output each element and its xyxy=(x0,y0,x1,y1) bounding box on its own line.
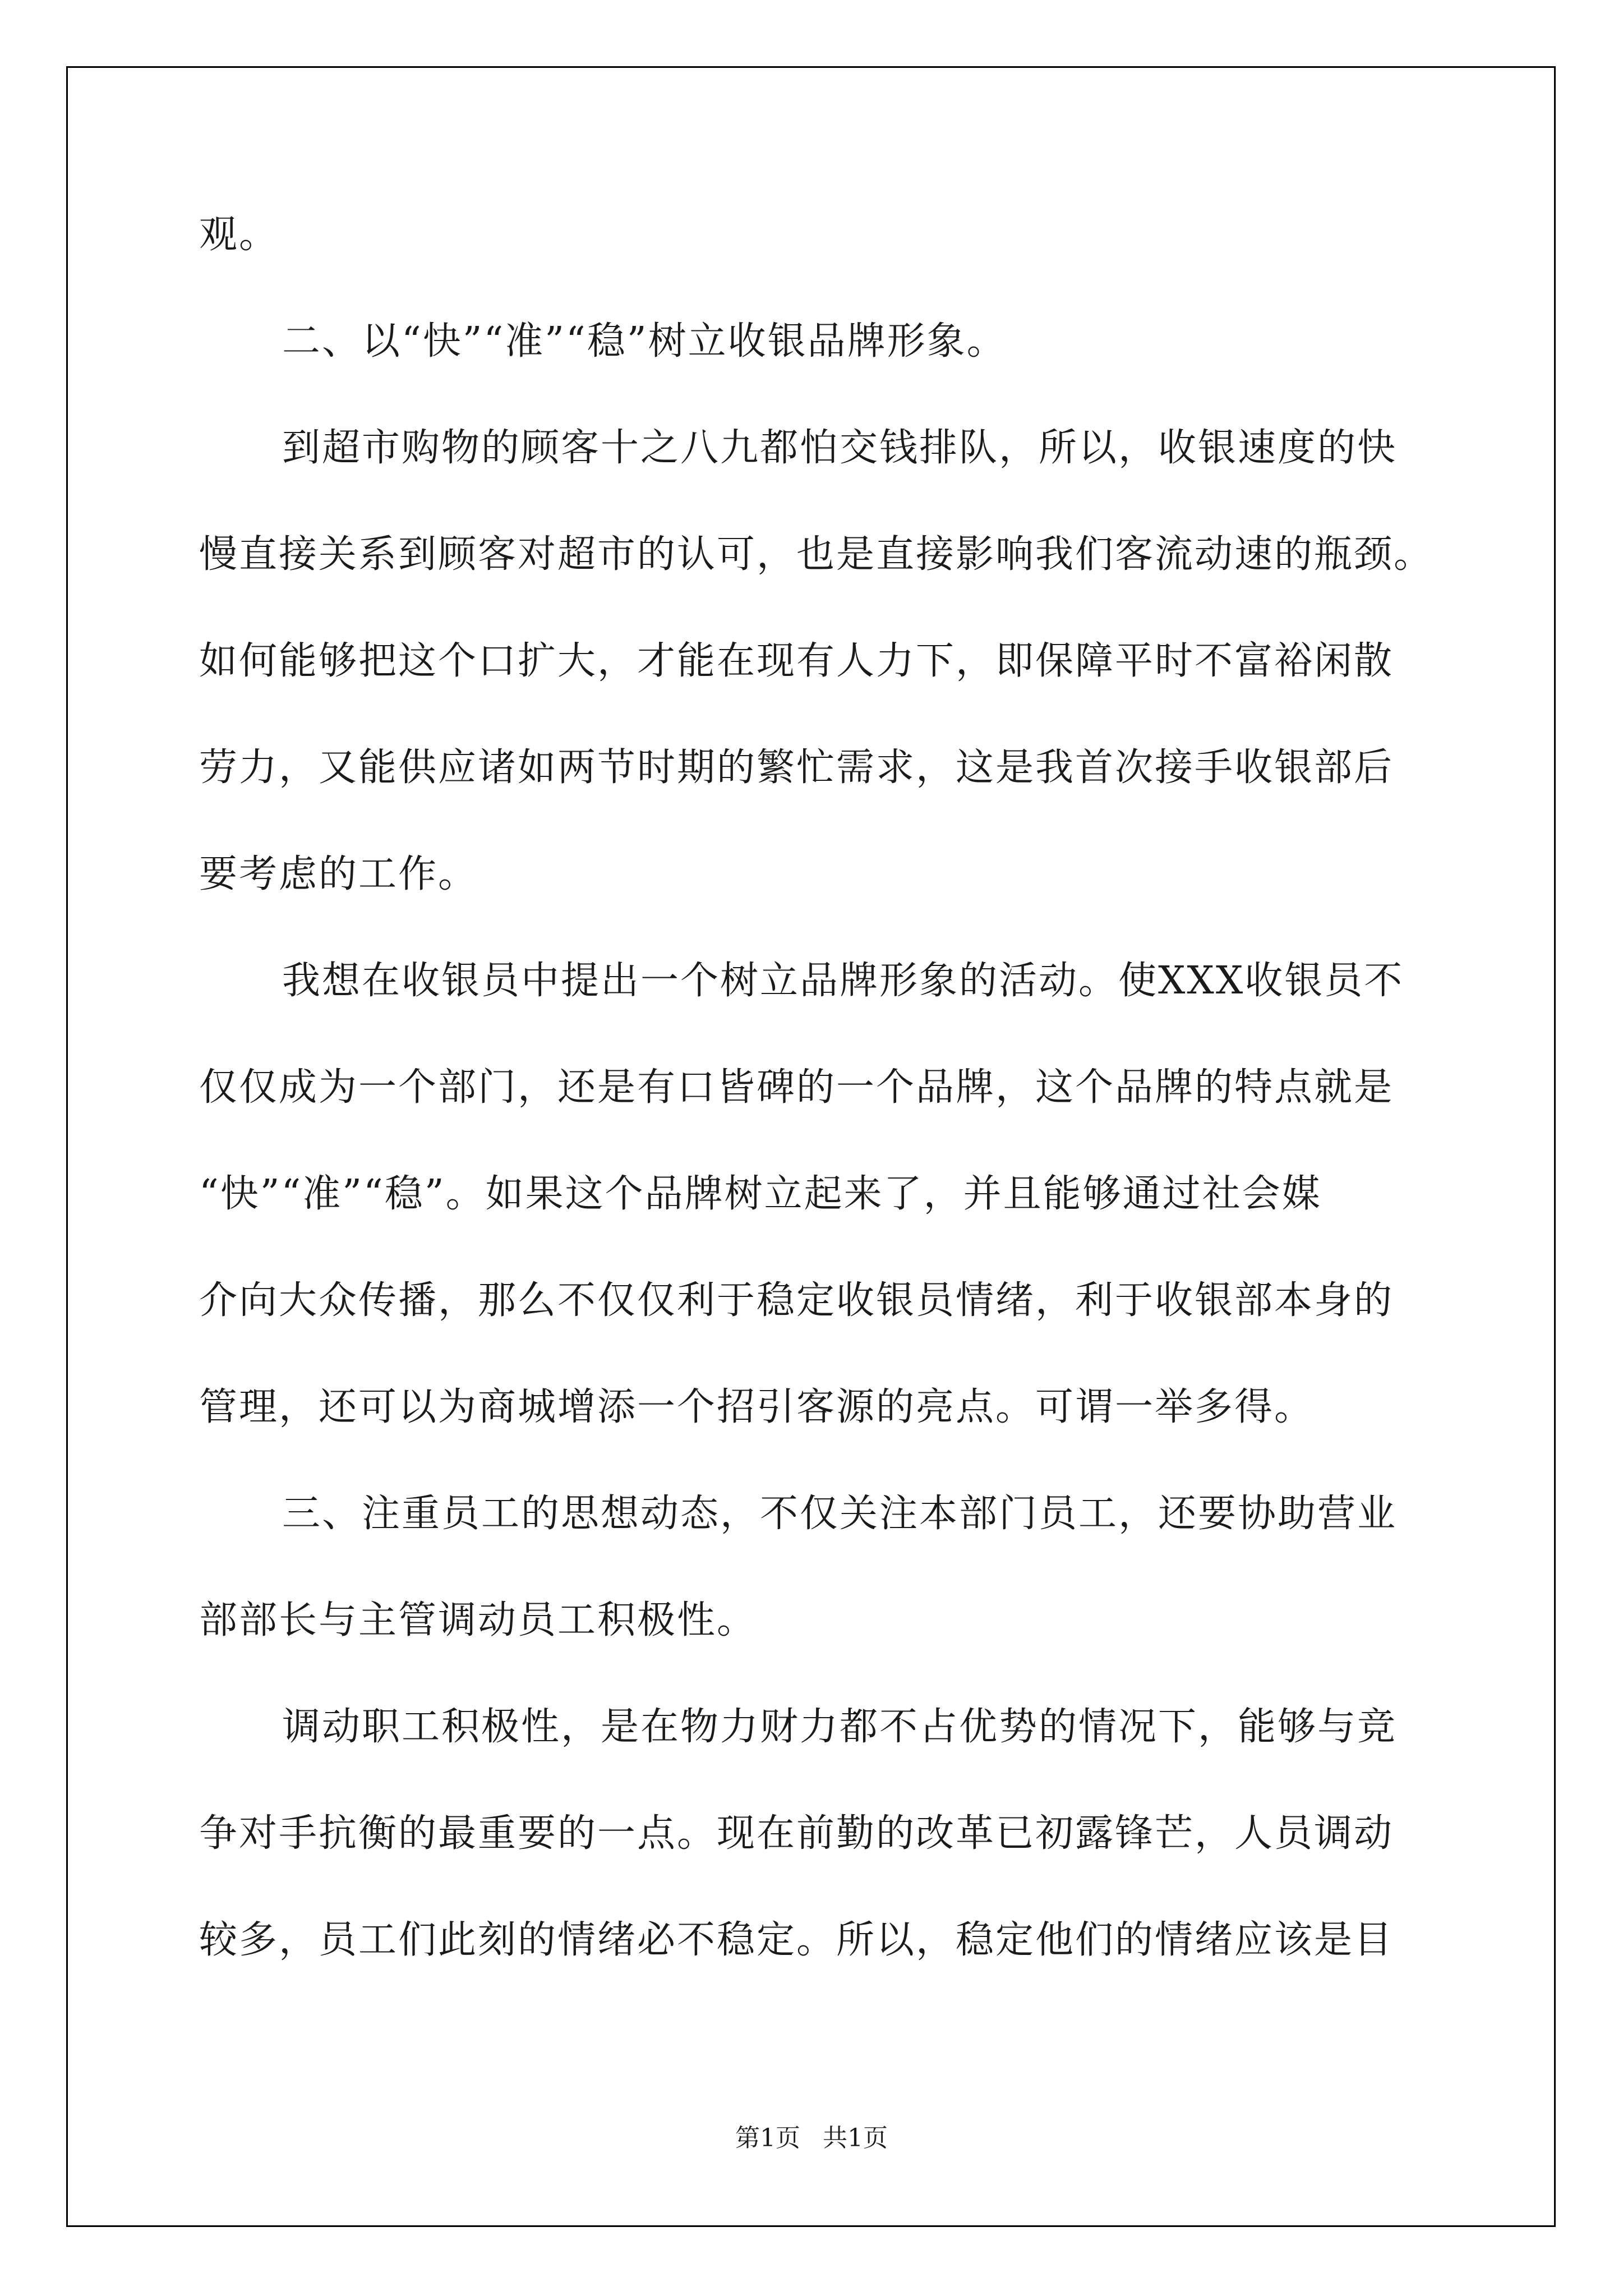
text-line: 调动职工积极性，是在物力财力都不占优势的情况下，能够与竞 xyxy=(282,1705,1398,1749)
text-line: 部部长与主管调动员工积极性。 xyxy=(199,1598,757,1642)
text-line: 要考虑的工作。 xyxy=(199,852,478,896)
text-line: “快”“准”“稳”。如果这个品牌树立起来了，并且能够通过社会媒 xyxy=(199,1172,1322,1216)
page-number-total: 共1页 xyxy=(823,2124,888,2152)
text-line: 到超市购物的顾客十之八九都怕交钱排队，所以，收银速度的快 xyxy=(282,426,1398,470)
text-line: 二、以“快”“准”“稳”树立收银品牌形象。 xyxy=(282,319,1007,364)
text-line: 管理，还可以为商城增添一个招引客源的亮点。可谓一举多得。 xyxy=(199,1385,1315,1429)
text-line: 三、注重员工的思想动态，不仅关注本部门员工，还要协助营业 xyxy=(282,1492,1398,1536)
text-line: 慢直接关系到顾客对超市的认可，也是直接影响我们客流动速的瓶颈。 xyxy=(199,532,1434,577)
text-line: 较多，员工们此刻的情绪必不稳定。所以，稳定他们的情绪应该是目 xyxy=(199,1918,1394,1962)
text-line: 观。 xyxy=(199,213,279,257)
text-line: 介向大众传播，那么不仅仅利于稳定收银员情绪，利于收银部本身的 xyxy=(199,1278,1394,1323)
text-line: 劳力，又能供应诸如两节时期的繁忙需求，这是我首次接手收银部后 xyxy=(199,746,1394,790)
text-line: 如何能够把这个口扩大，才能在现有人力下，即保障平时不富裕闲散 xyxy=(199,639,1394,683)
text-line: 争对手抗衡的最重要的一点。现在前勤的改革已初露锋芒，人员调动 xyxy=(199,1811,1394,1856)
page-number-current: 第1页 xyxy=(735,2124,800,2152)
document-body xyxy=(199,213,1433,2025)
text-line: 我想在收银员中提出一个树立品牌形象的活动。使XXX收银员不 xyxy=(282,959,1404,1003)
text-line: 仅仅成为一个部门，还是有口皆碑的一个品牌，这个品牌的特点就是 xyxy=(199,1065,1394,1110)
page-footer xyxy=(0,2118,1623,2154)
